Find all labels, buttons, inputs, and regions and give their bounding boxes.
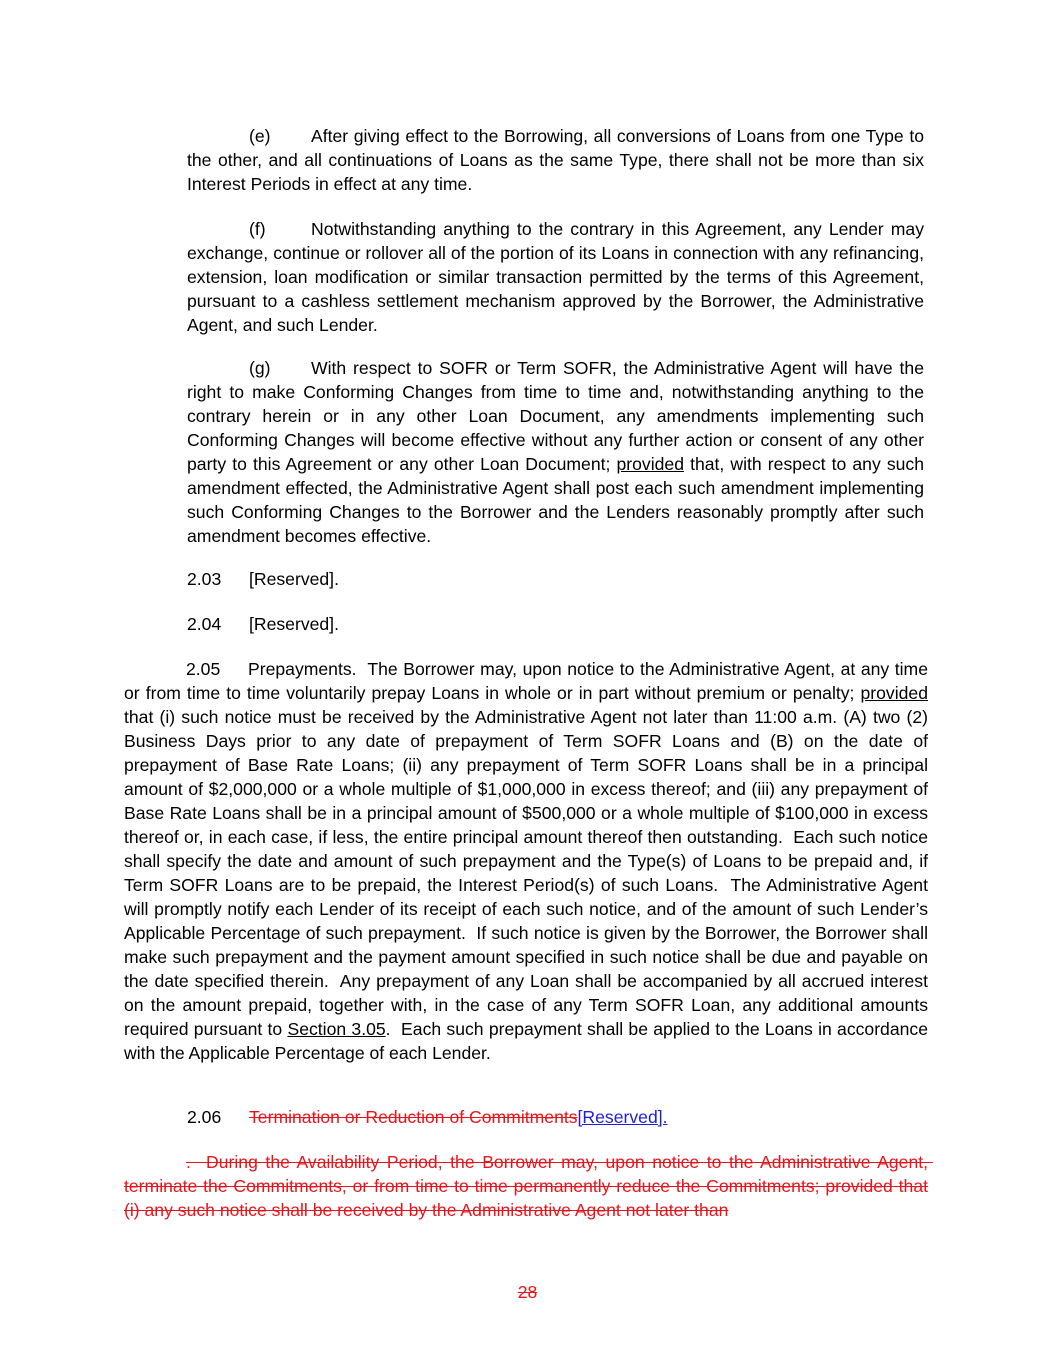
deleted-paragraph-text-2: that (i) any such notice shall be received by the Administrative Agent not later than <box>124 1176 928 1220</box>
section-3-05-reference: Section 3.05 <box>287 1019 386 1039</box>
section-2-05-provided: provided <box>860 683 928 703</box>
section-2-06-inserted-title: [Reserved]. <box>577 1107 668 1127</box>
paragraph-f-text: Notwithstanding anything to the contrary in this Agreement, any Lender may exchange, continue or rollover all of the portion of its Loans in connection with any refinancing, extension, loan modification or similar transaction permitted by the terms of this Agreement, pursuant to a cashless settlement mechanism approved by the Borrower, the Administrative Agent, and such Lender. <box>187 219 924 335</box>
section-2-04-title: [Reserved]. <box>249 614 339 634</box>
paragraph-g-text-2: that, with respect to any such amendment effected, the Administrative Agent shall post each such amendment implementing such Conforming Changes to the Borrower and the Lenders reasonably promptly after such amendment becomes effective. <box>187 454 925 546</box>
paragraph-g-label: (g) <box>249 358 271 378</box>
paragraph-g-text-1: With respect to SOFR or Term SOFR, the Administrative Agent will have the right to make Conforming Changes from time to time and, notwithstanding anything to the contrary herein or in any other Loan Document, any amendments implementing such Conforming Changes will become effective without any further action or consent of any other party to this Agreement or any other Loan Document; <box>187 358 924 474</box>
section-2-05-number: 2.05 <box>186 659 221 679</box>
section-2-03-title: [Reserved]. <box>249 569 339 589</box>
section-2-04 <box>187 612 924 636</box>
deleted-paragraph-text-1: . During the Availability Period, the Borrower may, upon notice to the Administrative Agent, terminate the Commitments, or from time to time permanently reduce the Commitments; <box>124 1152 933 1196</box>
paragraph-g <box>187 356 924 548</box>
deleted-paragraph <box>124 1150 933 1222</box>
paragraph-e-label: (e) <box>249 126 271 146</box>
section-2-05-text-1: The Borrower may, upon notice to the Administrative Agent, at any time or from time to time voluntarily prepay Loans in whole or in part without premium or penalty; <box>124 659 933 703</box>
section-2-06-deleted-title: Termination or Reduction of Commitments <box>249 1107 578 1127</box>
paragraph-f-label: (f) <box>249 219 266 239</box>
paragraph-e-text: After giving effect to the Borrowing, all conversions of Loans from one Type to the other, and all continuations of Loans as the same Type, there shall not be more than six Interest Periods in effect at any time. <box>187 126 924 194</box>
section-2-05-text-3: . Each such prepayment shall be applied to the Loans in accordance with the Applicable Percentage of each Lender. <box>124 1019 933 1063</box>
paragraph-f <box>187 217 924 337</box>
deleted-paragraph-provided: provided <box>825 1176 893 1196</box>
section-2-06-number: 2.06 <box>187 1107 222 1127</box>
section-2-06 <box>187 1105 924 1129</box>
section-2-05 <box>124 657 933 1065</box>
section-2-03-number: 2.03 <box>187 569 222 589</box>
section-2-05-heading: Prepayments. <box>248 659 357 679</box>
section-2-04-number: 2.04 <box>187 614 222 634</box>
paragraph-g-provided: provided <box>616 454 684 474</box>
paragraph-e <box>187 124 924 196</box>
section-2-05-text-2: that (i) such notice must be received by the Administrative Agent not later than 11:00 a.m. (A) two (2) Business Days prior to any date of prepayment of Term SOFR Loans and (B) on the date of prepayment of Base Rate Loans; (ii) any prepayment of Term SOFR Loans shall be in a principal amount of $2,000,000 or a whole multiple of $1,000,000 in excess thereof; and (iii) any prepayment of Base Rate Loans shall be in a principal amount of $500,000 or a whole multiple of $100,000 in excess thereof or, in each case, if less, the entire principal amount thereof then outstanding. Each such notice shall specify the date and amount of such prepayment and the Type(s) of Loans to be prepaid and, if Term SOFR Loans are to be prepaid, the Interest Period(s) of such Loans. The Administrative Agent will promptly notify each Lender of its receipt of each such notice, and of the amount of such Lender’s Applicable Percentage of such prepayment. If such notice is given by the Borrower, the Borrower shall make such prepayment and the payment amount specified in such notice shall be due and payable on the date specified therein. Any prepayment of any Loan shall be accompanied by all accrued interest on the amount prepaid, together with, in the case of any Term SOFR Loan, any additional amounts required pursuant to <box>124 683 933 1039</box>
page-number: 28 <box>517 1282 538 1302</box>
section-2-03 <box>187 567 924 591</box>
